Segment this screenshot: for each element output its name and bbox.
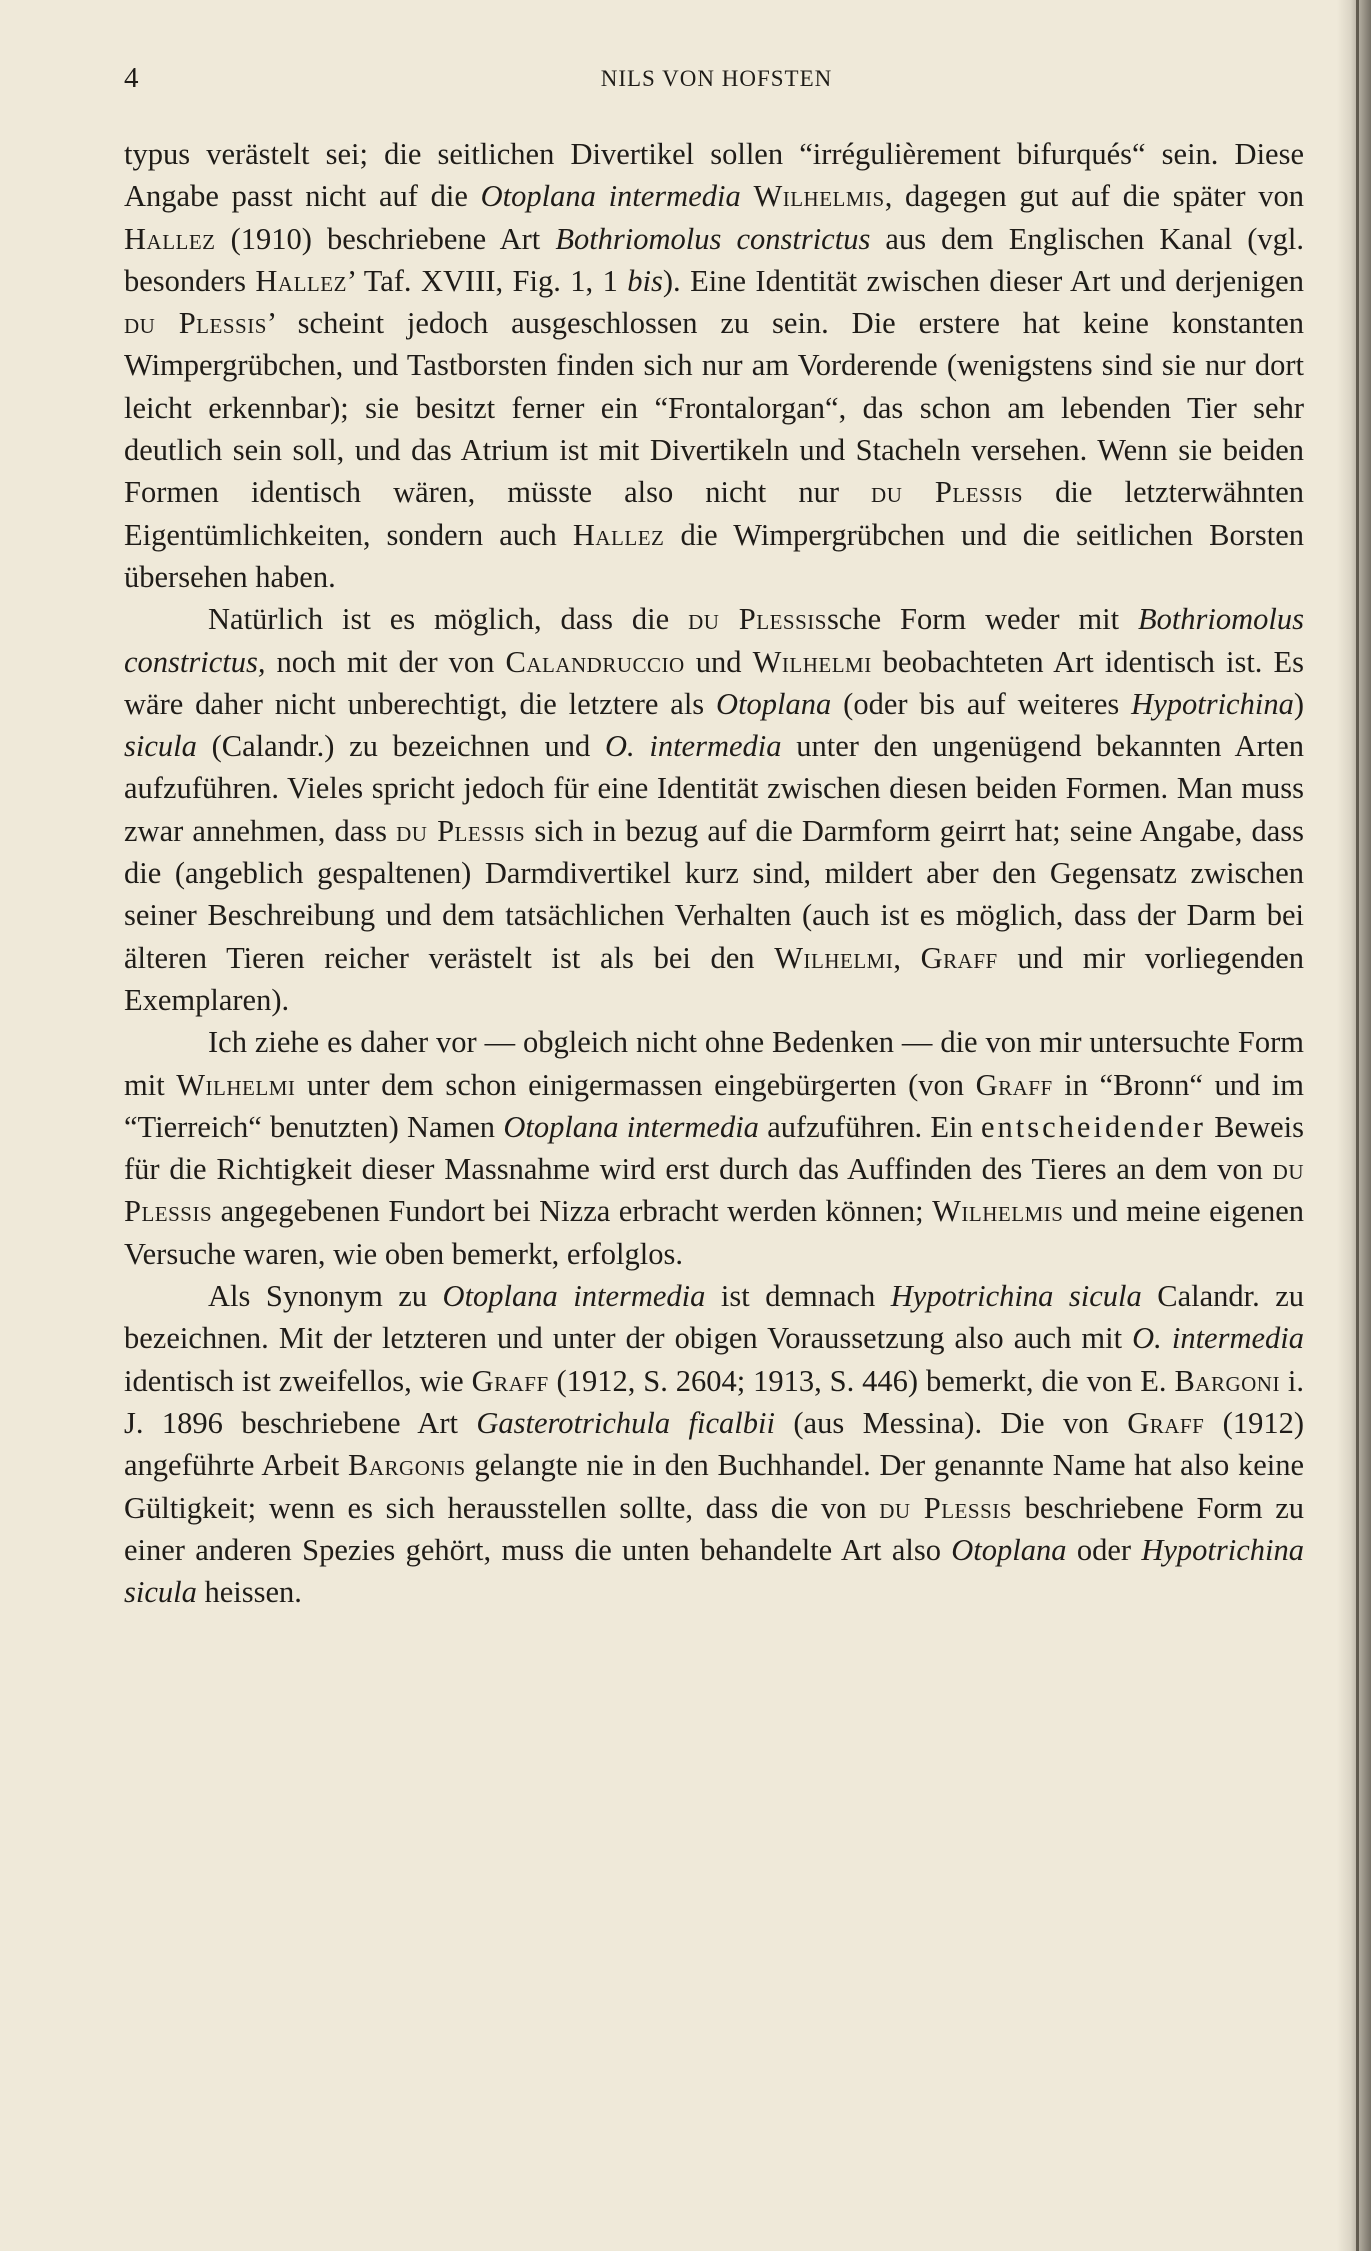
body-text	[124, 133, 1304, 1613]
text-run: angegebenen Fundort bei Nizza erbracht werden können;	[212, 1194, 933, 1229]
text-run: gelangte nie in den Buchhandel. Der genannte Name hat also keine Gültigkeit; wenn es sich herausstellen sollte, dass die von	[124, 1448, 1304, 1525]
italic-term: Otoplana	[716, 686, 832, 721]
text-run: die Wimpergrübchen und die seitlichen Borsten übersehen haben.	[124, 517, 1304, 594]
italic-term: O. intermedia	[604, 729, 782, 764]
author-name: Wilhelmi	[752, 644, 872, 679]
italic-term: Gasterotrichula ficalbii	[476, 1405, 775, 1440]
author-name: Hallez	[572, 517, 665, 552]
paragraph-3	[124, 1021, 1304, 1275]
author-name: Graff	[1127, 1405, 1205, 1440]
text-run: ,	[893, 940, 921, 975]
page-edge-shadow	[1337, 0, 1371, 2251]
text-run: und meine eigenen Versuche waren, wie oben bemerkt, erfolglos.	[124, 1194, 1304, 1271]
author-name: Hallez	[124, 221, 216, 256]
text-run: , dagegen gut auf die später von	[884, 179, 1305, 214]
italic-term: Otoplana	[951, 1532, 1067, 1567]
text-run: beobachteten Art identisch ist. Es wäre daher nicht unberechtigt, die letztere als	[124, 644, 1305, 721]
text-run: (Calandr.) zu bezeichnen und	[196, 729, 605, 764]
italic-term: Otoplana intermedia	[480, 179, 741, 214]
text-run: in “Bronn“ und im “Tierreich“ benutzten) Namen	[124, 1067, 1304, 1144]
paragraph-2	[124, 598, 1304, 1021]
italic-term: sicula	[124, 729, 197, 764]
author-name: du Plessis	[396, 813, 526, 848]
author-name: du Plessis	[871, 475, 1024, 510]
text-run: Natürlich ist es möglich, dass die	[208, 602, 689, 637]
author-name: du Plessis	[879, 1490, 1012, 1525]
text-run: unter den ungenügend bekannten Arten aufzuführen. Vieles spricht jedoch für eine Identität zwischen diesen beiden Formen. Man muss zwar annehmen, dass	[124, 729, 1304, 848]
author-name: Bargonis	[348, 1448, 466, 1483]
text-run: ). Eine Identität zwischen dieser Art und derjenigen	[662, 263, 1304, 298]
text-run: ’ Taf. XVIII, Fig. 1, 1	[346, 263, 628, 298]
text-run: (aus Messina). Die von	[774, 1405, 1128, 1440]
text-run: unter dem schon einigermassen eingebürgerten (von	[295, 1067, 976, 1102]
text-run: identisch ist zweifellos, wie	[124, 1363, 472, 1398]
text-run: (1912, S. 2604; 1913, S. 446) bemerkt, die von E.	[548, 1363, 1175, 1398]
page-edge-line	[1356, 0, 1359, 2251]
text-run: ist demnach	[705, 1279, 891, 1314]
text-run: und mir vorliegenden Exemplaren).	[124, 940, 1305, 1017]
italic-term: O. intermedia	[1132, 1321, 1304, 1356]
text-run: i. J. 1896 beschriebene Art	[124, 1363, 1304, 1440]
page-header	[124, 62, 1309, 102]
running-title: NILS VON HOFSTEN	[600, 66, 833, 91]
author-name: Wilhelmi	[774, 940, 894, 975]
author-name: Hallez	[255, 263, 347, 298]
page-number: 4	[124, 62, 139, 94]
italic-term: Otoplana intermedia	[442, 1279, 706, 1314]
text-run: Als Synonym zu	[208, 1279, 443, 1314]
italic-term: bis	[627, 263, 663, 298]
text-run: sche Form weder mit	[826, 602, 1138, 637]
italic-term: Hypotrichina sicula	[124, 1532, 1304, 1610]
text-run: und	[684, 644, 753, 679]
author-name: Wilhelmis	[753, 179, 885, 214]
text-run: aus dem Englischen Kanal (vgl. besonders	[124, 221, 1304, 298]
text-run: (1910) beschriebene Art	[215, 221, 556, 256]
text-run: typus verästelt sei; die seitlichen Divertikel sollen “irrégulièrement bifurqués“ sein. Diese Angabe passt nicht auf die	[124, 137, 1304, 214]
italic-term: Otoplana intermedia	[503, 1109, 759, 1144]
author-name: Wilhelmi	[176, 1067, 296, 1102]
text-run: sich in bezug auf die Darmform geirrt hat; seine Angabe, dass die (angeblich gespaltenen) Darmdivertikel kurz sind, mildert aber den Gegensatz zwischen seiner Beschreibung und dem tatsächlichen Verhalten (auch ist es möglich, dass der Darm bei älteren Tieren reicher verästelt ist als bei den	[124, 813, 1304, 975]
author-name: Wilhelmis	[932, 1194, 1064, 1229]
text-run: )	[1293, 686, 1304, 721]
text-run: ’ scheint jedoch ausgeschlossen zu sein. Die erstere hat keine konstanten Wimpergrübchen, und Tastborsten finden sich nur am Vorderende (wenigstens sind sie nur dort leicht erkennbar); sie besitzt ferner ein “Frontalorgan“, das schon am lebenden Tier sehr deutlich sein soll, und das Atrium ist mit Divertikeln und Stacheln versehen. Wenn sie beiden Formen identisch wären, müsste also nicht nur	[124, 306, 1304, 510]
author-name: Graff	[471, 1363, 549, 1398]
text-run: Calandr. zu bezeichnen. Mit der letzteren und unter der obigen Voraussetzung also auch mit	[124, 1279, 1304, 1356]
text-run: Beweis für die Richtigkeit dieser Massnahme wird erst durch das Auffinden des Tieres an dem von	[124, 1109, 1304, 1187]
author-name: Bargoni	[1174, 1363, 1280, 1398]
text-run: beschriebene Form zu einer anderen Spezies gehört, muss die unten behandelte Art also	[124, 1490, 1305, 1567]
text-run: (1912) angeführte Arbeit	[124, 1405, 1304, 1483]
author-name: Calandruccio	[505, 644, 685, 679]
author-name: du Plessis	[688, 602, 827, 637]
italic-term: Hypotrichina sicula	[890, 1279, 1142, 1314]
text-run: (oder bis auf weiteres	[831, 686, 1132, 721]
italic-term: Hypotrichina	[1131, 686, 1294, 721]
italic-term: Bothriomolus constrictus,	[124, 602, 1305, 679]
text-run: noch mit der von	[265, 644, 506, 679]
paragraph-4	[124, 1275, 1304, 1613]
text-run: heissen.	[196, 1575, 302, 1610]
text-run: die letzterwähnten Eigentümlichkeiten, sondern auch	[124, 475, 1304, 552]
text-run: oder	[1066, 1532, 1142, 1567]
author-name: Graff	[975, 1067, 1053, 1102]
author-name: du Plessis	[124, 306, 267, 341]
text-run	[741, 179, 754, 213]
author-name: Graff	[920, 940, 998, 975]
paragraph-1	[124, 133, 1304, 598]
emphasis-spaced: entscheidender	[981, 1109, 1206, 1144]
author-name: du Plessis	[124, 1152, 1304, 1229]
text-run: Ich ziehe es daher vor — obgleich nicht ohne Bedenken — die von mir untersuchte Form mit	[124, 1025, 1304, 1102]
italic-term: Bothriomolus constrictus	[555, 221, 871, 256]
text-run: aufzuführen. Ein	[758, 1109, 982, 1144]
